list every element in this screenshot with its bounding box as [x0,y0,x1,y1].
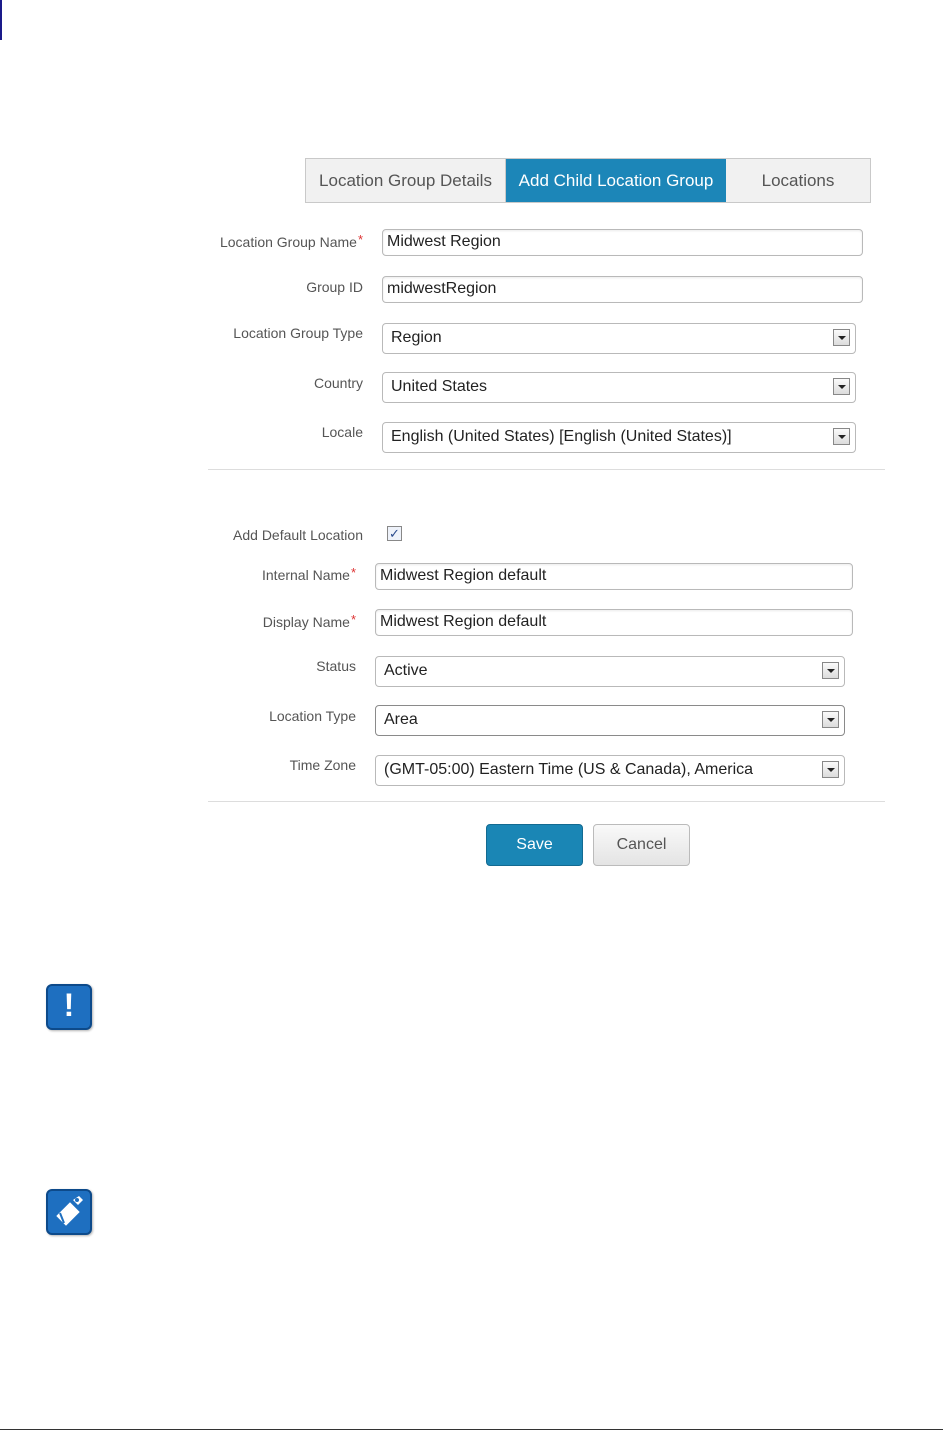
add-default-location-label: Add Default Location [233,527,363,543]
status-label: Status [316,658,356,674]
dropdown-arrow-icon[interactable] [833,428,850,445]
time-zone-select[interactable] [375,755,845,786]
cancel-button[interactable]: Cancel [593,824,690,866]
locale-select[interactable] [382,422,856,453]
locale-label: Locale [321,424,363,440]
location-group-type-select[interactable] [382,323,856,354]
location-type-label: Location Type [269,708,356,724]
required-marker: * [350,612,356,627]
dropdown-arrow-icon[interactable] [833,378,850,395]
country-value: United States [391,378,488,395]
location-type-value: Area [384,711,418,728]
country-select[interactable] [382,372,856,403]
tab-locations[interactable]: Locations [761,170,835,190]
time-zone-value: (GMT-05:00) Eastern Time (US & Canada), America [384,761,754,778]
location-type-select[interactable] [375,705,845,736]
footer-rule [0,1429,943,1430]
internal-name-label: Internal Name* [262,565,356,583]
important-icon: ! [46,984,92,1030]
tab-location-group-details[interactable]: Location Group Details [306,159,506,202]
country-label: Country [313,375,363,391]
required-marker: * [357,232,363,247]
dropdown-arrow-icon[interactable] [822,711,839,728]
internal-name-input[interactable]: Midwest Region default [375,563,853,590]
location-group-name-label: Location Group Name* [219,232,363,250]
status-select[interactable] [375,656,845,687]
location-group-type-label: Location Group Type [233,325,363,341]
dropdown-arrow-icon[interactable] [833,329,850,346]
group-id-label: Group ID [306,279,363,295]
tab-bar [305,158,871,203]
save-button[interactable]: Save [486,824,583,866]
dropdown-arrow-icon[interactable] [822,761,839,778]
required-marker: * [350,565,356,580]
display-name-label: Display Name* [262,612,356,630]
note-pen-icon [46,1189,92,1235]
dropdown-arrow-icon[interactable] [822,662,839,679]
locale-value: English (United States) [English (United States)] [391,428,732,445]
tab-add-child-location-group[interactable]: Add Child Location Group [506,159,726,202]
page-edge-marker [0,0,2,40]
add-default-location-checkbox[interactable]: ✓ [387,526,402,541]
time-zone-label: Time Zone [289,757,356,773]
section-divider [208,469,885,470]
location-group-name-input[interactable]: Midwest Region [382,229,863,256]
location-group-type-value: Region [391,329,442,346]
group-id-input[interactable]: midwestRegion [382,276,863,303]
display-name-input[interactable]: Midwest Region default [375,609,853,636]
status-value: Active [384,662,428,679]
section-divider [208,801,885,802]
